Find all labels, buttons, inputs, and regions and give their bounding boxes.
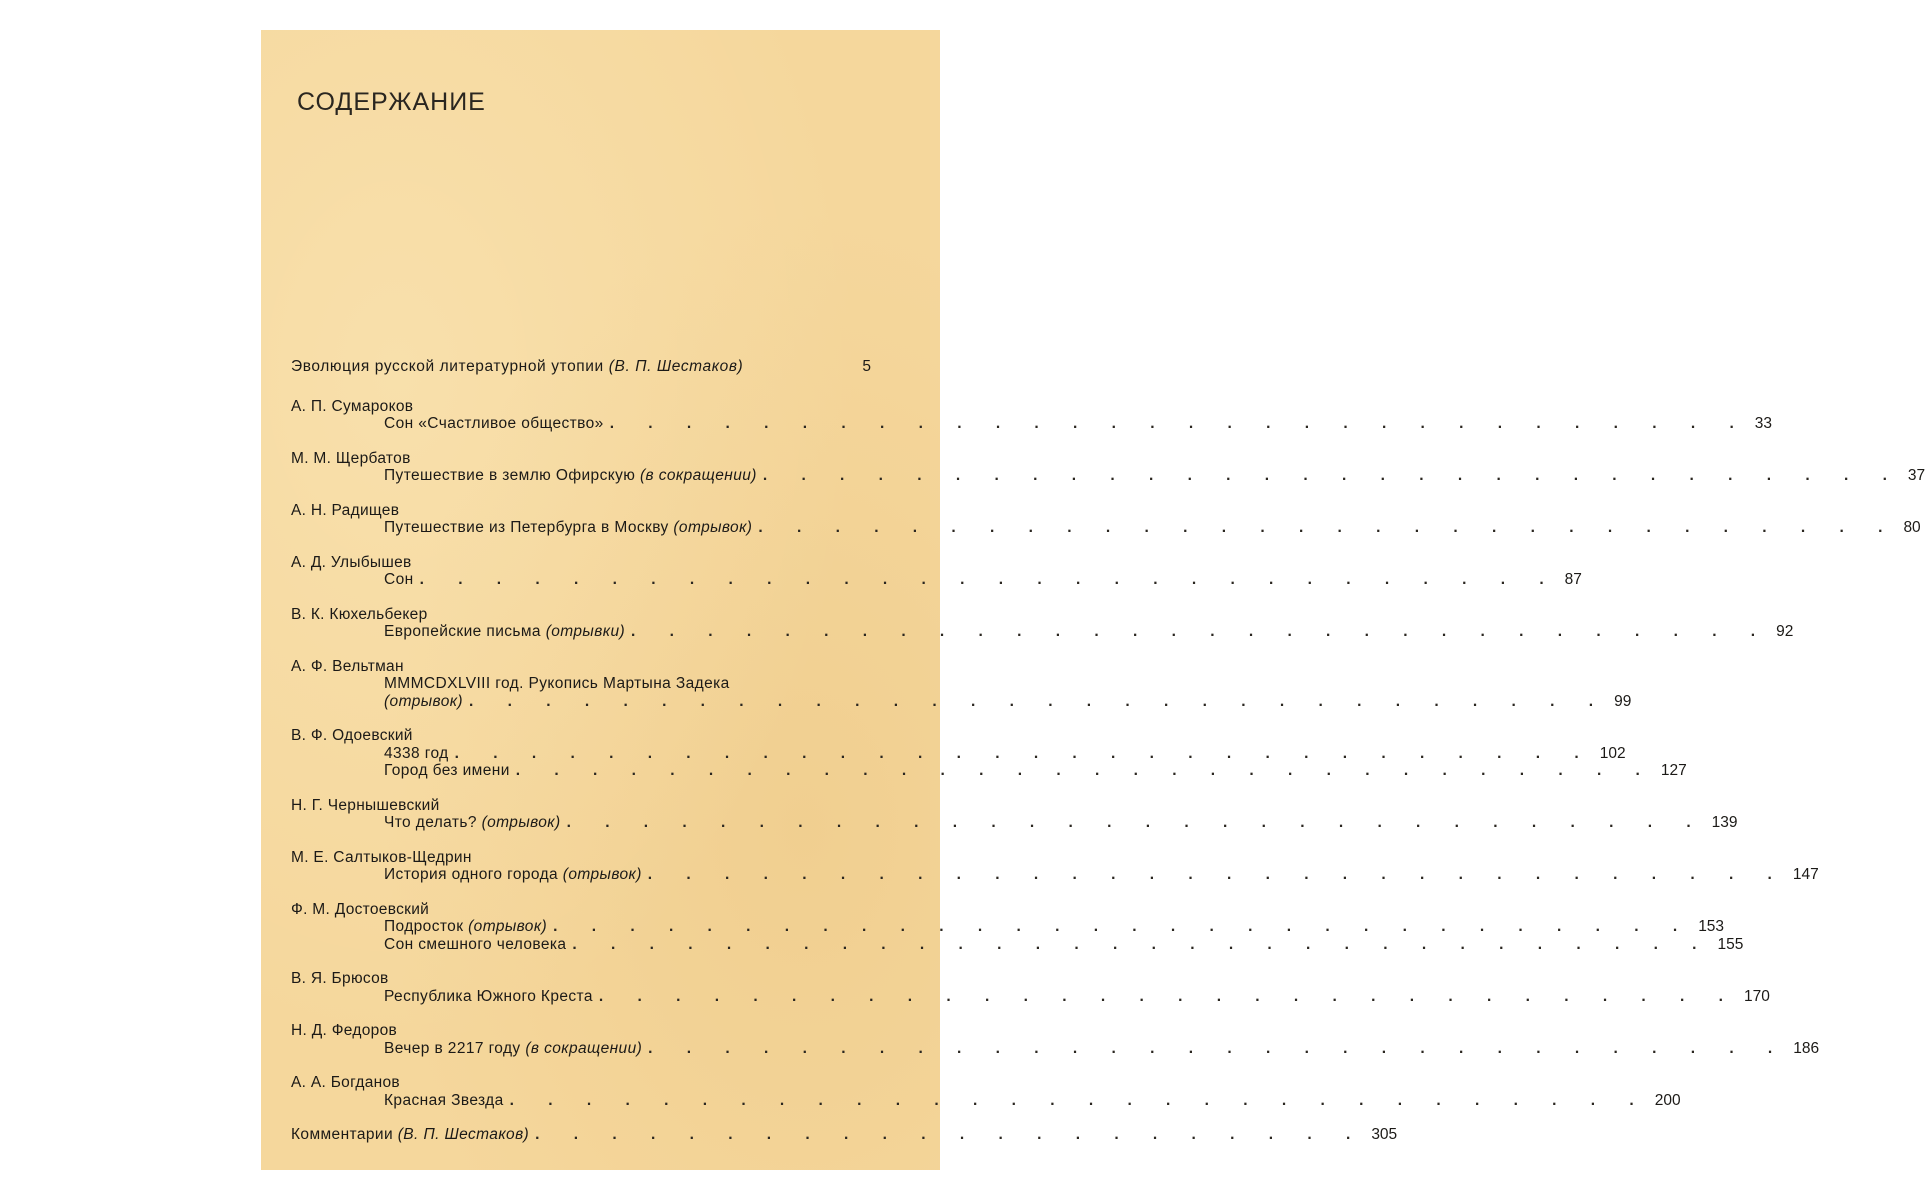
toc-page-number: 92 (1776, 623, 1794, 640)
toc-author-group (291, 727, 1687, 780)
dot-leader: . . . . . . . . . . . . . . . . . . . . . . . . . . . . . . (631, 623, 1771, 640)
toc-page-number: 102 (1599, 744, 1626, 762)
toc-page-number: 153 (1698, 918, 1725, 935)
dot-leader: . . . . . . . . . . . . . . . . . . . . . . . . . . . . . . (469, 692, 1609, 710)
toc-page-number: 139 (1711, 814, 1738, 831)
toc-author-name: М. Е. Салтыков-Щедрин (291, 848, 472, 866)
toc-author-group (291, 449, 1925, 485)
toc-entry-title: Сон смешного человека (384, 935, 567, 953)
toc-page-number: 186 (1793, 1039, 1820, 1057)
toc-author-name: А. Д. Улыбышев (291, 553, 412, 571)
toc-entry-title: MMMCDXLVIII год. Рукопись Мартына Задека (384, 675, 730, 692)
dot-leader: . . . . . . . . . . . . . . . . . . . . . . (535, 1126, 1366, 1143)
toc-entry-title (384, 693, 463, 711)
toc-entry-title: Красная Звезда (384, 1091, 504, 1109)
toc-entry (291, 918, 1725, 936)
toc-entry (291, 571, 1582, 589)
toc-entry-title: Вечер в 2217 году (в сокращении) (384, 1039, 643, 1057)
toc-entry (291, 467, 1925, 485)
dot-leader: . . . . . . . . . . . . . . . . . . . . . . . . . . . . . . (515, 762, 1655, 779)
toc-author-name: В. К. Кюхельбекер (291, 605, 428, 623)
dot-leader: . . . . . . . . . . . . . . . . . . . . . . . . . . . . . . (648, 1039, 1788, 1057)
toc-entry-note: (отрывки) (545, 623, 626, 640)
toc-entry-title: История одного города (отрывок) (384, 866, 642, 883)
toc-author-group (291, 605, 1794, 641)
toc-final-entry (291, 1126, 1398, 1144)
dot-leader: . . . . . . . . . . . . . . . . . . . . . . . . . . . . . . (572, 935, 1712, 953)
toc-entry (291, 987, 1770, 1006)
toc-author-group (291, 397, 1773, 433)
toc-author-group (291, 848, 1819, 884)
dot-leader: . . . . . . . . . . . . . . . . . . . . . . . . . . . . . . (454, 744, 1594, 762)
dot-leader: . . . . . . . . . . . . . . . . . . . . . . . . . . . . . . (598, 987, 1738, 1005)
toc-author-name: Н. Д. Федоров (291, 1022, 398, 1039)
toc-entry-title: Комментарии (В. П. Шестаков) (291, 1126, 530, 1143)
toc-entry (291, 814, 1738, 832)
toc-page-number: 99 (1614, 692, 1632, 710)
toc-page-number: 87 (1564, 571, 1582, 588)
toc-entry-note: (в сокращении) (639, 467, 757, 484)
dot-leader: . . . . . . . . . . . . . . . . . . . . . . . . . . . . . . (566, 814, 1706, 831)
toc-entry-title: Европейские письма (отрывки) (384, 623, 626, 640)
toc-author-name: В. Ф. Одоевский (291, 727, 413, 744)
toc-author-name: А. Н. Радищев (291, 501, 400, 519)
toc-page-number: 5 (862, 358, 871, 375)
dot-leader: . . . . . . . . . . . . . . . . . . . . . . . . . . . . . . (647, 866, 1787, 883)
toc-page-number: 155 (1717, 935, 1744, 953)
toc-author-group (291, 553, 1582, 589)
toc-entry-note: (отрывок) (384, 692, 463, 710)
toc-page-number: 305 (1371, 1126, 1398, 1143)
toc-entry (291, 866, 1819, 884)
toc-entry-title: Подросток (отрывок) (384, 918, 548, 935)
dot-leader: . . . . . . . . . . . . . . . . . . . . . . . . . . . . . . (758, 519, 1898, 536)
toc-entry (291, 1039, 1820, 1058)
toc-author-group (291, 970, 1770, 1005)
toc-entry-title: 4338 год (384, 744, 449, 762)
toc-page-number: 200 (1654, 1091, 1681, 1109)
toc-page-number: 170 (1743, 987, 1770, 1005)
toc-entry-title: Путешествие из Петербурга в Москву (отрывок) (384, 519, 753, 536)
toc-author-group (291, 1022, 1820, 1057)
toc-entry (291, 692, 1632, 711)
toc-author-name: А. П. Сумароков (291, 397, 414, 415)
toc-entry (291, 1091, 1681, 1110)
toc-entry-title: Что делать? (отрывок) (384, 814, 561, 831)
toc-entry-note: (отрывок) (673, 519, 753, 536)
toc-author-name: А. Ф. Вельтман (291, 657, 404, 675)
toc-entry (291, 519, 1921, 537)
toc-entry-note: (В. П. Шестаков) (397, 1126, 530, 1143)
dot-leader: . . . . . . . . . . . . . . . . . . . . . . . . . . . . . . (609, 415, 1749, 432)
toc-entry-note: (В. П. Шестаков) (608, 358, 744, 375)
toc-author-name: Н. Г. Чернышевский (291, 796, 440, 814)
toc-entry (291, 744, 1626, 763)
dot-leader: . . . . . . . . . . . . . . . . . . . . . . . . . . . . . . (509, 1091, 1649, 1109)
toc-entry (291, 762, 1687, 780)
toc-entry-title: Город без имени (384, 762, 510, 779)
toc-page-number: 37 (1907, 467, 1925, 484)
toc-author-groups (291, 397, 1925, 1110)
toc-author-group (291, 657, 1632, 711)
toc-entry-note: (отрывок) (562, 866, 642, 883)
toc-author-group (291, 796, 1738, 832)
toc-entry-title: Эволюция русской литературной утопии (В. П. Шестаков) (291, 358, 744, 375)
toc-author-name: М. М. Щербатов (291, 449, 411, 467)
toc-author-group (291, 900, 1744, 954)
toc-entry-note: (отрывок) (468, 918, 548, 935)
toc-page-number: 147 (1792, 866, 1819, 883)
toc-entry-title: Путешествие в землю Офирскую (в сокращении) (384, 467, 757, 484)
toc-intro-entry (291, 358, 871, 376)
toc-entry-title: Республика Южного Креста (384, 987, 593, 1005)
toc-author-group (291, 501, 1921, 537)
toc-page-number: 80 (1903, 519, 1921, 536)
table-of-contents (291, 358, 1925, 1144)
toc-author-name: Ф. М. Достоевский (291, 900, 430, 918)
toc-entry-title: Сон «Счастливое общество» (384, 415, 604, 432)
toc-author-name: А. А. Богданов (291, 1074, 400, 1091)
toc-page-number: 33 (1754, 415, 1773, 432)
toc-entry-title: Сон (384, 571, 414, 588)
page-title: СОДЕРЖАНИЕ (297, 88, 486, 116)
toc-author-name: В. Я. Брюсов (291, 970, 389, 987)
toc-page-number: 127 (1660, 762, 1687, 779)
book-page (261, 30, 1925, 1170)
toc-entry-note: (отрывок) (481, 814, 561, 831)
toc-entry (291, 935, 1744, 954)
toc-author-group (291, 1074, 1681, 1109)
toc-entry (291, 623, 1794, 641)
toc-entry-note: (в сокращении) (525, 1039, 643, 1057)
toc-entry (291, 415, 1773, 433)
dot-leader: . . . . . . . . . . . . . . . . . . . . . . . . . . . . . . (419, 571, 1559, 588)
dot-leader: . . . . . . . . . . . . . . . . . . . . . . . . . . . . . . (762, 467, 1902, 484)
dot-leader: . . . . . . . . . . . . . . . . . . . . . . . . . . . . . . (553, 918, 1693, 935)
